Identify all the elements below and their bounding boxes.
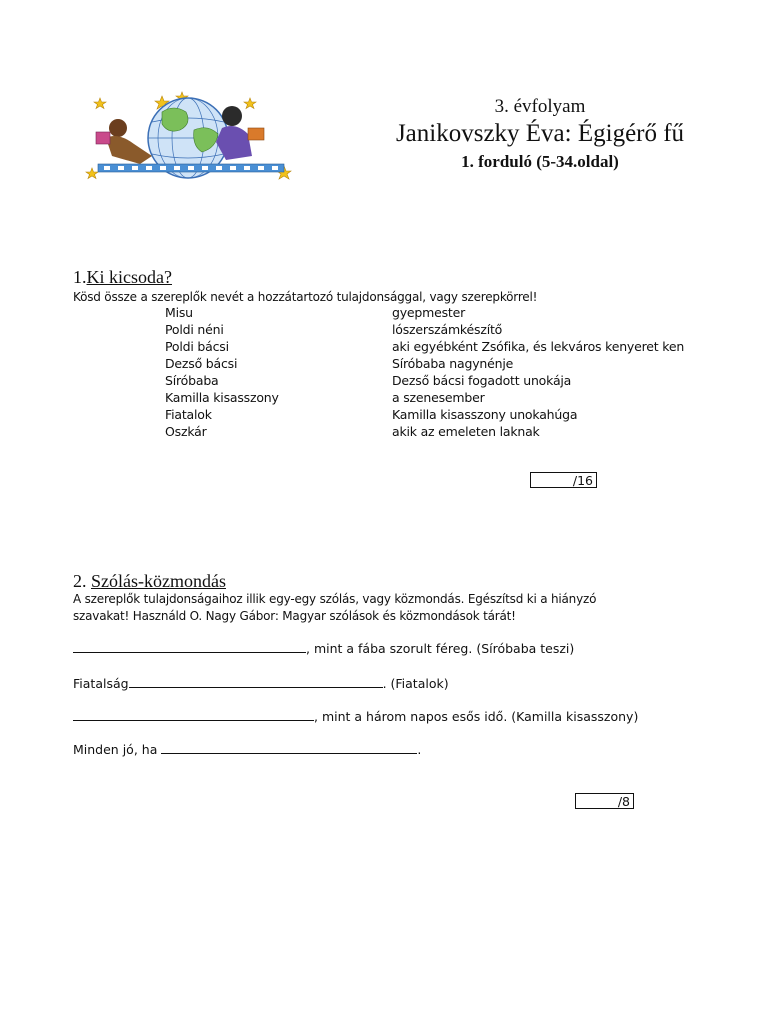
section2-instruction-line1: A szereplők tulajdonságaihoz illik egy-egy szólás, vagy közmondás. Egészítsd ki a hiányzó [73,592,597,606]
page-header [380,96,700,173]
proverb-suffix: , mint a három napos esős idő. (Kamilla kisasszony) [314,709,639,724]
grade-label: 3. évfolyam [494,96,586,117]
page-title: Janikovszky Éva: Égigérő fű [395,120,685,147]
round-label: 1. forduló (5-34.oldal) [461,152,619,171]
character-name: Fiatalok [165,407,212,422]
match-row [0,304,700,321]
character-name: Misu [165,305,193,320]
logo-illustration [82,90,294,186]
proverb-item [73,640,574,658]
character-name: Síróbaba [165,373,219,388]
proverb-prefix: Minden jó, ha [73,742,162,757]
character-trait: a szenesember [392,390,485,405]
section2-instruction-line2: szavakat! Használd O. Nagy Gábor: Magyar szólások és közmondások tárát! [73,609,516,623]
proverb-suffix: , mint a fába szorult féreg. (Síróbaba teszi) [306,641,575,656]
section2-heading [73,571,226,591]
matching-table [0,304,768,444]
character-name: Kamilla kisasszony [165,390,279,405]
match-row [0,423,700,440]
match-row [0,338,700,355]
character-name: Poldi bácsi [165,339,229,354]
answer-blank[interactable] [129,675,383,688]
answer-blank[interactable] [73,640,306,653]
proverb-item [73,708,638,726]
character-name: Poldi néni [165,322,224,337]
character-trait: lószerszámkészítő [392,322,503,337]
character-trait: akik az emeleten laknak [392,424,540,439]
character-trait: Dezső bácsi fogadott unokája [392,373,572,388]
section2-title: Szólás-közmondás [91,571,226,591]
proverb-item [73,675,449,693]
match-row [0,372,700,389]
character-trait: Kamilla kisasszony unokahúga [392,407,578,422]
section1-number: 1. [73,267,87,287]
section1-heading [73,267,172,287]
section1-title: Ki kicsoda? [86,267,172,287]
answer-blank[interactable] [73,708,314,721]
character-trait: Síróbaba nagynénje [392,356,514,371]
section2-score-box[interactable]: /8 [575,793,634,809]
match-row [0,406,700,423]
character-name: Oszkár [165,424,207,439]
proverb-suffix: . [417,742,422,757]
proverb-item [73,741,421,759]
section1-score-box[interactable]: /16 [530,472,597,488]
character-trait: aki egyébként Zsófika, és lekváros kenyeret ken [392,339,685,354]
character-trait: gyepmester [392,305,466,320]
proverb-prefix: Fiatalság [73,676,129,691]
section1-instruction: Kösd össze a szereplők nevét a hozzátartozó tulajdonsággal, vagy szerepkörrel! [73,290,538,304]
proverb-suffix: . (Fiatalok) [382,676,449,691]
match-row [0,321,700,338]
character-name: Dezső bácsi [165,356,238,371]
match-row [0,355,700,372]
match-row [0,389,700,406]
answer-blank[interactable] [161,741,417,754]
section2-number: 2. [73,571,87,591]
